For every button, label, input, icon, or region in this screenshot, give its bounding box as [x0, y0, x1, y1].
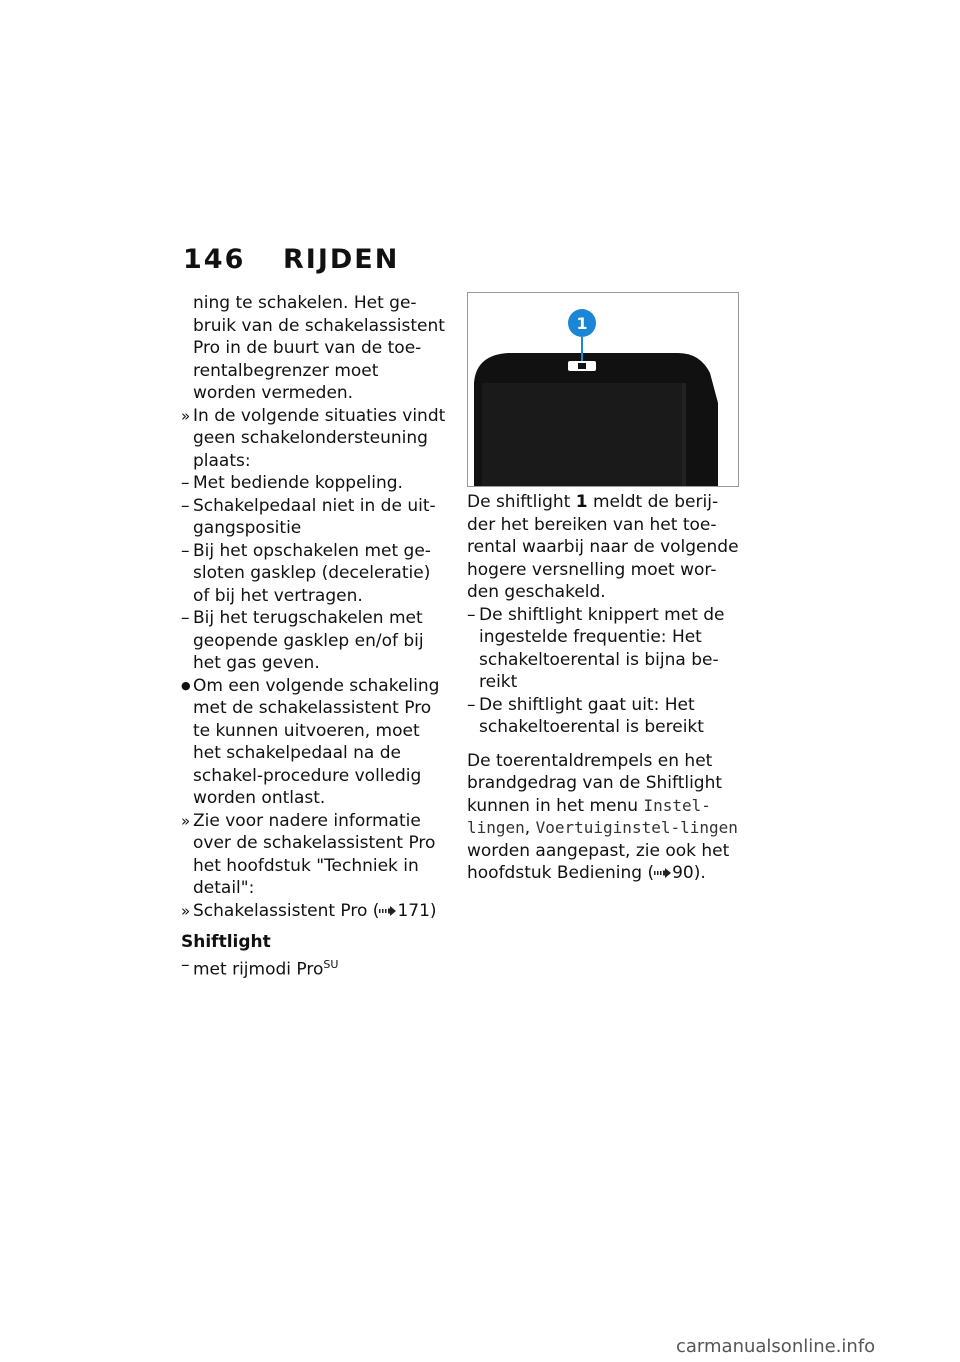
reference-arrow-icon: [379, 905, 397, 917]
section-heading-shiftlight: Shiftlight: [181, 932, 271, 952]
note-item: » Schakelassistent Pro ( 171): [181, 900, 437, 921]
bullet-item: ● Om een volgende schakeling met de schakelassistent Pro te kunnen uitvoeren, moet het schakelpedaal na de schakel-procedure volledig worden ontlast.: [181, 675, 440, 808]
settings-paragraph: De toerentaldrempels en het brandgedrag van de Shiftlight kunnen in het menu Instel-lingen, Voertuiginstel-lingen worden aangepast, zie ook het hoofdstuk Bediening ( 90).: [467, 750, 738, 883]
note-item: » Zie voor nadere informatie over de schakelassistent Pro het hoofdstuk "Techniek in detail":: [181, 810, 436, 898]
note-item: » In de volgende situaties vindt geen schakelondersteuning plaats:: [181, 405, 446, 471]
dashboard-display-illustration: [468, 293, 738, 486]
menu-path-vehicle-settings: Voertuiginstel-lingen: [535, 818, 738, 837]
variant-line: – met rijmodi Pro$^{SU}$: [181, 954, 339, 980]
shiftlight-figure: [467, 292, 739, 487]
dash-item: – Bij het terugschakelen met geopende gasklep en/of bij het gas geven.: [181, 608, 424, 673]
dash-item: – De shiftlight knippert met de ingestelde frequentie: Het schakeltoerental is bijna be-reikt: [467, 604, 725, 692]
menu-path-settings: Instel-lingen: [467, 795, 711, 837]
dash-item: – Bij het opschakelen met ge-sloten gasklep (deceleratie) of bij het vertragen.: [181, 540, 431, 606]
dash-item: – Schakelpedaal niet in de uit-gangspositie: [181, 495, 436, 538]
section-title: RIJDEN: [283, 244, 400, 275]
note-marker: »: [181, 406, 191, 425]
callout-number: 1: [576, 314, 588, 333]
dash-item: – De shiftlight gaat uit: Het schakeltoerental is bereikt: [467, 694, 704, 737]
right-column: [467, 292, 739, 885]
reference-arrow-icon: [654, 867, 672, 879]
shiftlight-description: De shiftlight 1 meldt de berij-der het bereiken van het toe-rental waarbij naar de volgende hogere versnelling moet wor-den geschakeld.: [467, 492, 739, 602]
left-column: [181, 292, 446, 981]
page-number: 146: [183, 244, 246, 275]
dash-item: – Met bediende koppeling.: [181, 473, 403, 493]
watermark: carmanualsonline.info: [676, 1336, 876, 1357]
continuation-text: ning te schakelen. Het ge-bruik van de schakelassistent Pro in de buurt van de toe-rentalbegrenzer moet worden vermeden.: [193, 293, 445, 403]
page-header: [183, 244, 399, 275]
